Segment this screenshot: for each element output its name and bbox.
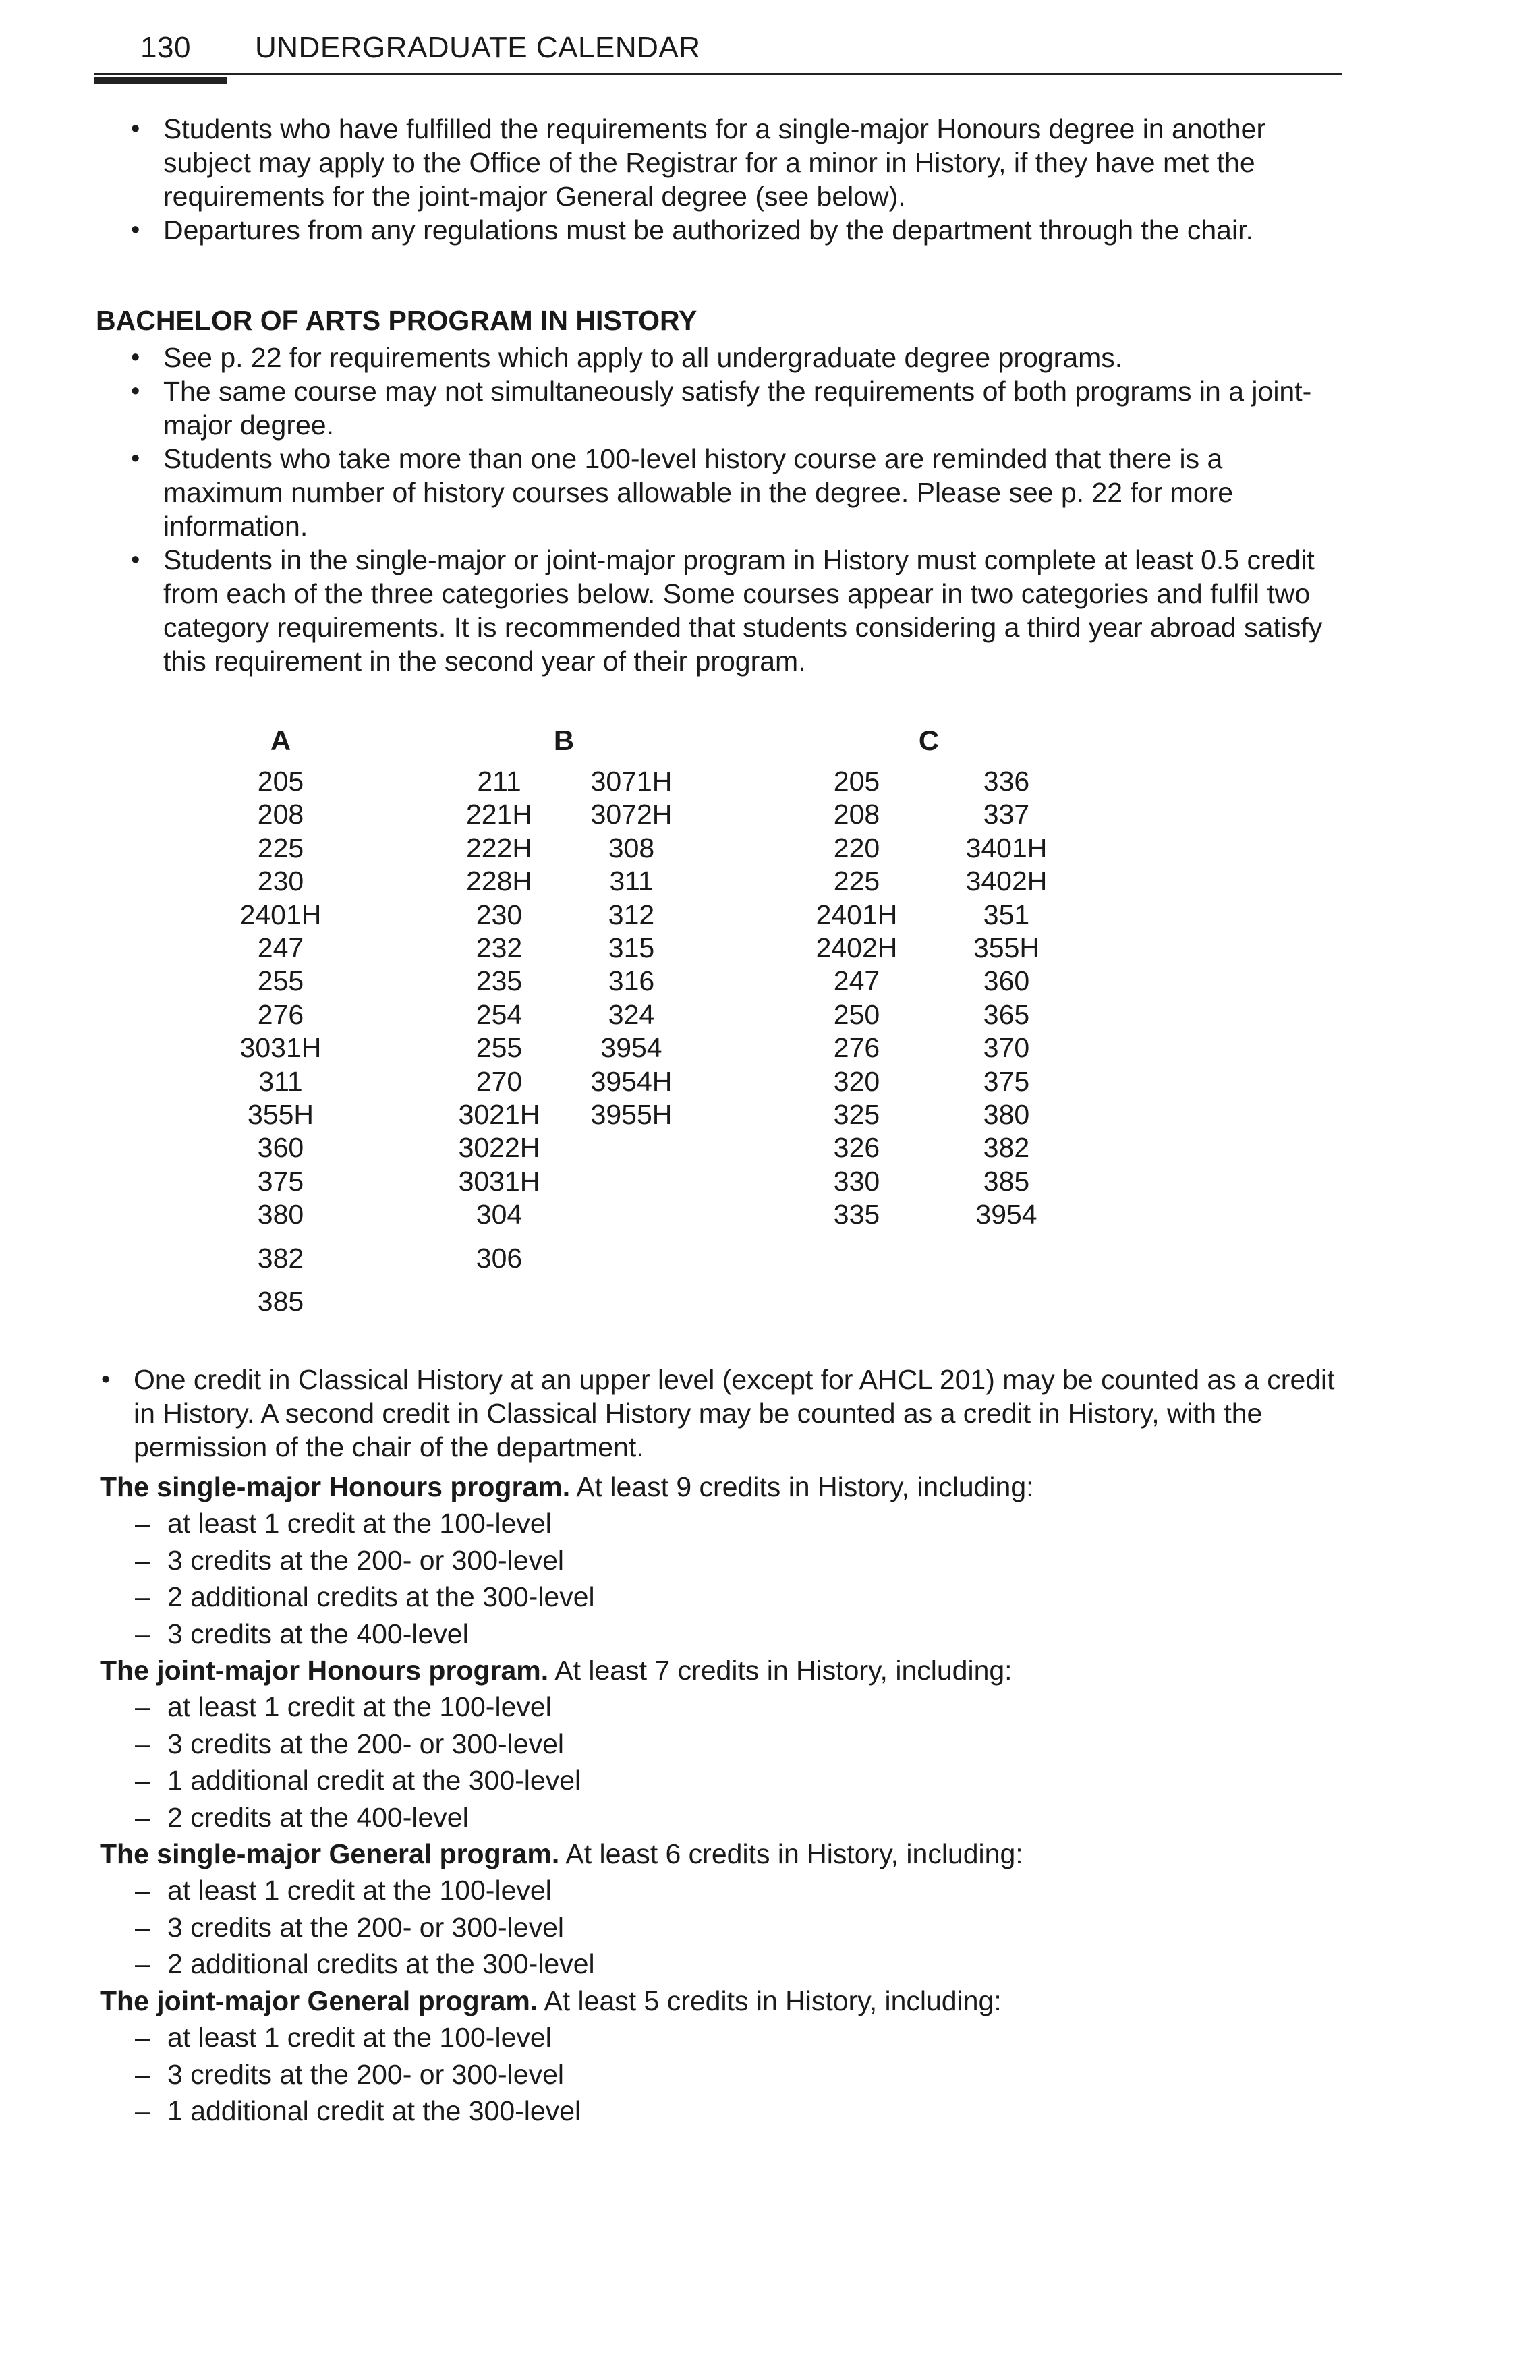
course-code: 375 [257, 1165, 304, 1197]
course-code: 315 [608, 932, 655, 964]
requirement-item: – 1 additional credit at the 300-level [167, 2093, 1341, 2129]
course-code: 3072H [590, 799, 673, 830]
course-code: 255 [476, 1032, 523, 1064]
category-a-label: A [270, 725, 291, 756]
course-code: 3021H [458, 1099, 540, 1131]
requirement-item: – 2 additional credits at the 300-level [167, 1579, 1341, 1615]
course-code: 311 [258, 1065, 303, 1097]
program-name: The single-major Honours program. [100, 1471, 571, 1502]
classical-bullet: • One credit in Classical History at an upper level (except for AHCL 201) may be counted as a credit in History. A second credit in Classical History may be counted as a credit in History, with the permission of the chair of the department. [134, 1363, 1341, 1464]
course-code: 276 [257, 998, 304, 1030]
course-code: 324 [608, 998, 655, 1030]
course-code: 230 [257, 866, 304, 897]
requirement-item: – at least 1 credit at the 100-level [167, 1689, 1341, 1725]
course-code: 3402H [965, 866, 1048, 897]
header-rule [94, 73, 1342, 75]
program-joint-major-honours [100, 1652, 1341, 1836]
course-code: 211 [477, 766, 521, 797]
running-header [140, 31, 701, 65]
course-code: 365 [983, 998, 1030, 1030]
course-code: 3401H [965, 832, 1048, 863]
course-code: 225 [833, 866, 880, 897]
course-code: 208 [257, 799, 304, 830]
section-bullet: • Students who take more than one 100-level history course are reminded that there is a maximum number of history courses allowable in the degree. Please see p. 22 for more information. [163, 442, 1344, 543]
course-code: 385 [257, 1286, 304, 1318]
course-code: 360 [257, 1132, 304, 1164]
course-code: 232 [476, 932, 523, 964]
course-code: 3031H [239, 1032, 322, 1064]
section-bullets [163, 341, 1344, 678]
category-b-label: B [553, 725, 575, 756]
course-code: 330 [833, 1165, 880, 1197]
course-code: 3022H [458, 1132, 540, 1164]
course-code: 205 [257, 766, 304, 797]
header-rule-accent [94, 77, 227, 84]
category-c-list-1 [803, 765, 911, 1232]
course-code: 360 [983, 965, 1030, 997]
category-a-list [227, 765, 335, 1319]
course-code: 255 [257, 965, 304, 997]
category-c-label: C [918, 725, 940, 756]
course-code: 355H [247, 1099, 314, 1131]
program-summary: At least 7 credits in History, including: [548, 1655, 1013, 1687]
requirement-item: – 3 credits at the 200- or 300-level [167, 1542, 1341, 1579]
program-list [100, 1469, 1341, 2129]
course-code: 316 [608, 965, 655, 997]
program-single-major-general [100, 1836, 1341, 1983]
course-code: 247 [833, 965, 880, 997]
course-code: 308 [608, 832, 655, 863]
intro-bullets [163, 112, 1337, 247]
course-code: 337 [983, 799, 1030, 830]
course-code: 335 [833, 1199, 880, 1230]
course-code: 380 [257, 1199, 304, 1230]
course-code: 220 [833, 832, 880, 863]
section-bullet: • The same course may not simultaneously satisfy the requirements of both programs in a joint-major degree. [163, 374, 1344, 442]
course-code: 385 [983, 1165, 1030, 1197]
requirement-item: – 3 credits at the 400-level [167, 1616, 1341, 1652]
course-code: 270 [476, 1065, 523, 1097]
course-code: 326 [833, 1132, 880, 1164]
course-code: 3031H [458, 1165, 540, 1197]
course-code: 2401H [816, 899, 898, 930]
course-code: 254 [476, 998, 523, 1030]
intro-bullet: • Departures from any regulations must be authorized by the department through the chair. [163, 213, 1337, 247]
requirement-item: – 3 credits at the 200- or 300-level [167, 1909, 1341, 1946]
course-code: 250 [833, 998, 880, 1030]
course-code: 221H [465, 799, 532, 830]
category-b-list-1 [445, 765, 553, 1275]
requirement-item: – at least 1 credit at the 100-level [167, 2019, 1341, 2056]
course-code: 336 [983, 766, 1030, 797]
course-code: 235 [476, 965, 523, 997]
course-code: 382 [983, 1132, 1030, 1164]
program-name: The joint-major General program. [100, 1985, 538, 2016]
program-single-major-honours [100, 1469, 1341, 1652]
program-summary: At least 9 credits in History, including: [570, 1471, 1034, 1502]
requirement-item: – at least 1 credit at the 100-level [167, 1505, 1341, 1541]
section-bullet: • See p. 22 for requirements which apply to all undergraduate degree programs. [163, 341, 1344, 374]
page-number: 130 [140, 31, 191, 64]
course-code: 208 [833, 799, 880, 830]
course-code: 351 [983, 899, 1030, 930]
course-code: 2402H [816, 932, 898, 964]
course-code: 2401H [239, 899, 322, 930]
category-c-list-2 [952, 765, 1060, 1232]
intro-bullet: • Students who have fulfilled the requirements for a single-major Honours degree in another subject may apply to the Office of the Registrar for a minor in History, if they have met the requirements for the joint-major General degree (see below). [163, 112, 1337, 213]
course-code: 3954 [600, 1032, 662, 1064]
program-name: The single-major General program. [100, 1838, 560, 1870]
course-code: 312 [608, 899, 655, 930]
course-code: 325 [833, 1099, 880, 1131]
requirement-item: – 2 credits at the 400-level [167, 1799, 1341, 1836]
requirement-item: – 3 credits at the 200- or 300-level [167, 1726, 1341, 1762]
course-code: 382 [257, 1242, 304, 1274]
section-heading: BACHELOR OF ARTS PROGRAM IN HISTORY [96, 305, 697, 336]
header-title: UNDERGRADUATE CALENDAR [255, 31, 701, 64]
section-bullet: • Students in the single-major or joint-major program in History must complete at least 0.5 credit from each of the three categories below. Some courses appear in two categories and fulfil two category requirements. It is recommended that students considering a third year abroad satisfy this requirement in the second year of their program. [163, 543, 1344, 678]
course-code: 311 [609, 866, 654, 897]
program-joint-major-general [100, 1983, 1341, 2130]
course-code: 205 [833, 766, 880, 797]
classical-note [134, 1363, 1341, 1464]
course-code: 3954 [975, 1199, 1037, 1230]
course-code: 320 [833, 1065, 880, 1097]
program-summary: At least 6 credits in History, including: [559, 1838, 1023, 1870]
course-code: 228H [465, 866, 532, 897]
course-code: 355H [973, 932, 1039, 964]
requirement-item: – 3 credits at the 200- or 300-level [167, 2056, 1341, 2093]
requirement-item: – 2 additional credits at the 300-level [167, 1946, 1341, 1982]
course-code: 3955H [590, 1099, 673, 1131]
course-code: 380 [983, 1099, 1030, 1131]
course-code: 375 [983, 1065, 1030, 1097]
program-name: The joint-major Honours program. [100, 1655, 549, 1687]
course-code: 304 [476, 1199, 523, 1230]
course-code: 370 [983, 1032, 1030, 1064]
course-code: 306 [476, 1242, 523, 1274]
course-code: 225 [257, 832, 304, 863]
course-code: 230 [476, 899, 523, 930]
requirement-item: – 1 additional credit at the 300-level [167, 1762, 1341, 1798]
program-summary: At least 5 credits in History, including: [538, 1985, 1002, 2016]
course-code: 3071H [590, 766, 673, 797]
course-code: 276 [833, 1032, 880, 1064]
category-b-list-2 [577, 765, 685, 1131]
course-code: 247 [257, 932, 304, 964]
course-code: 222H [465, 832, 532, 863]
requirement-item: – at least 1 credit at the 100-level [167, 1872, 1341, 1908]
course-code: 3954H [590, 1065, 673, 1097]
